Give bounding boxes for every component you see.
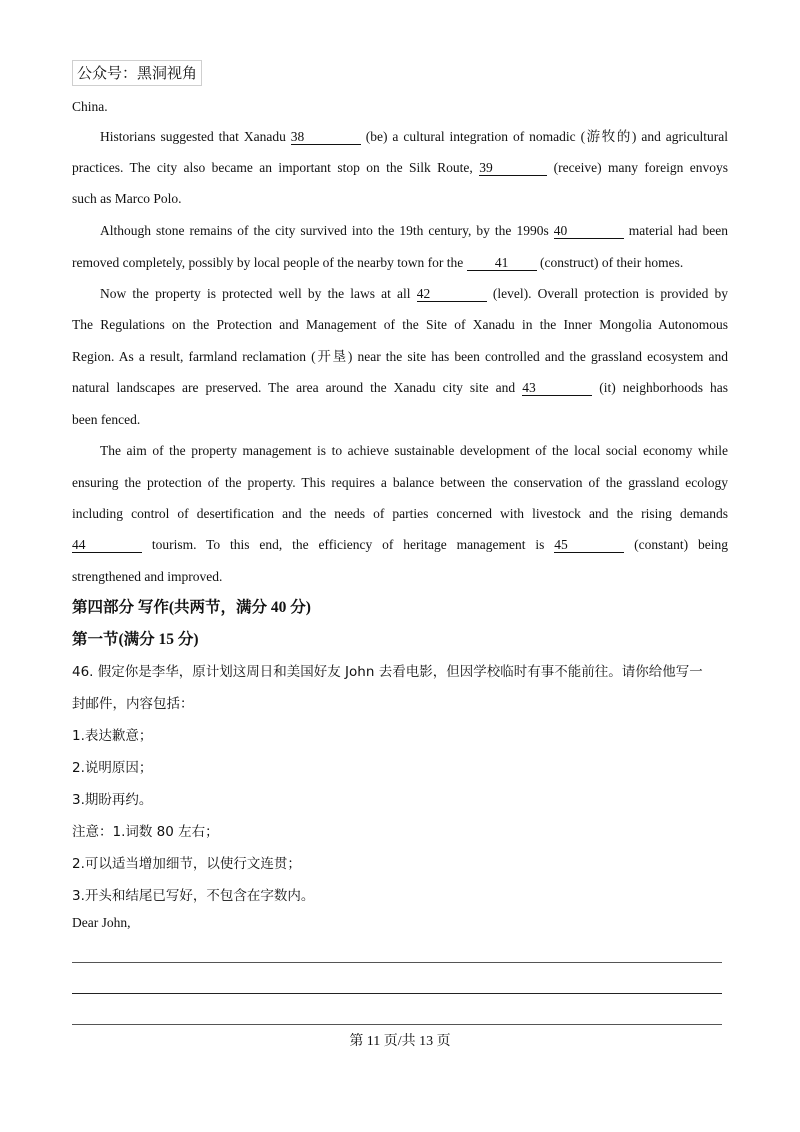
paragraph-1-line-2: practices. The city also became an important stop on the Silk Route, 39 (receive) many foreign envoys — [72, 160, 729, 175]
writing-answer-line — [72, 993, 722, 994]
paragraph-4-line-2: ensuring the protection of the property. This requires a balance between the conservation of the grassland ecology — [72, 475, 728, 490]
paragraph-3-line-4: natural landscapes are preserved. The area around the Xanadu city site and 43 (it) neighborhoods has — [72, 380, 729, 395]
requirement-item-2: 2.说明原因； — [72, 760, 153, 776]
paragraph-3-line-5: been fenced. — [72, 412, 141, 427]
paragraph-4-line-5: strengthened and improved. — [72, 569, 223, 584]
writing-answer-line — [72, 962, 722, 963]
blank-43: 43 — [522, 380, 592, 396]
requirement-item-1: 1.表达歉意； — [72, 728, 153, 744]
paragraph-4-line-1: The aim of the property management is to achieve sustainable development of the local social economy while — [100, 443, 728, 458]
blank-44: 44 — [72, 537, 142, 553]
letter-greeting: Dear John, — [72, 915, 131, 930]
text-line: China. — [72, 99, 108, 114]
blank-41: 41 — [467, 255, 537, 271]
blank-39: 39 — [479, 160, 547, 176]
blank-45: 45 — [554, 537, 624, 553]
paragraph-4-line-3: including control of desertification and the needs of parties concerned with livestock and the rising demands — [72, 506, 728, 521]
paragraph-2-line-1: Although stone remains of the city survived into the 19th century, by the 1990s 40 material had been — [100, 223, 729, 238]
page-number: 第 11 页/共 13 页 — [349, 1034, 451, 1049]
writing-prompt-line-2: 封邮件，内容包括： — [72, 696, 194, 712]
writing-answer-line — [72, 1024, 722, 1025]
paragraph-4-line-4: 44 tourism. To this end, the efficiency of heritage management is 45 (constant) being — [72, 537, 729, 552]
paragraph-3-line-2: The Regulations on the Protection and Management of the Site of Xanadu in the Inner Mongolia Autonomous — [72, 317, 728, 332]
paragraph-1-line-1: Historians suggested that Xanadu 38 (be) a cultural integration of nomadic (游牧的) and agricultural — [100, 129, 729, 144]
blank-38: 38 — [291, 129, 361, 145]
blank-40: 40 — [554, 223, 624, 239]
paragraph-2-line-2: removed completely, possibly by local people of the nearby town for the 41 (construct) of their homes. — [72, 255, 684, 270]
note-line-3: 3.开头和结尾已写好，不包含在字数内。 — [72, 888, 315, 904]
requirement-item-3: 3.期盼再约。 — [72, 792, 153, 808]
part-four-title: 第四部分 写作(共两节，满分 40 分) — [72, 599, 311, 616]
blank-42: 42 — [417, 286, 487, 302]
paragraph-3-line-3: Region. As a result, farmland reclamation (开垦) near the site has been controlled and the grassland ecosystem and — [72, 349, 728, 364]
paragraph-3-line-1: Now the property is protected well by the laws at all 42 (level). Overall protection is provided by — [100, 286, 729, 301]
writing-prompt-line-1: 46. 假定你是李华，原计划这周日和美国好友 John 去看电影，但因学校临时有事不能前往。请你给他写一 — [72, 664, 703, 680]
paragraph-1-line-3: such as Marco Polo. — [72, 191, 182, 206]
note-line-1: 注意：1.词数 80 左右； — [72, 824, 219, 840]
watermark-label: 公众号：黑洞视角 — [72, 60, 202, 86]
note-line-2: 2.可以适当增加细节，以使行文连贯； — [72, 856, 301, 872]
section-one-title: 第一节(满分 15 分) — [72, 631, 199, 648]
